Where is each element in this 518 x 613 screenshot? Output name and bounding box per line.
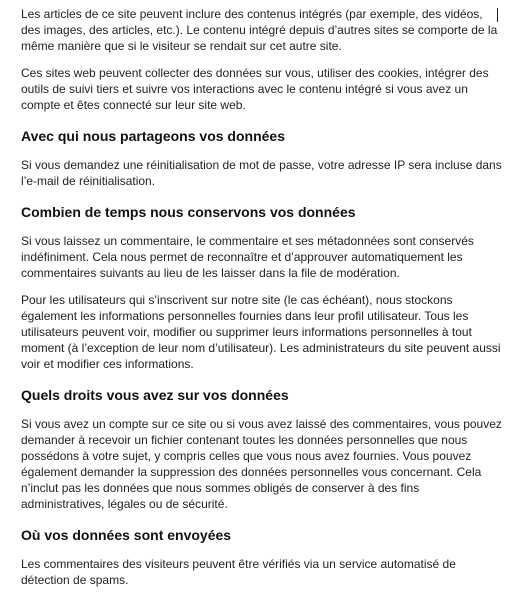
data-sent-heading: Où vos données sont envoyées: [21, 527, 232, 543]
rights-heading: Quels droits vous avez sur vos données: [21, 387, 289, 403]
retention-paragraph-1: Si vous laissez un commentaire, le commentaire et ses métadonnées sont conservés indéfiniment. Cela nous permet de reconnaître et d’approuver automatiquement les commentaires suivants au lieu de les laisser dans la file de modération.: [21, 234, 474, 280]
embedded-content-paragraph-1: Les articles de ce site peuvent inclure des contenus intégrés (par exemple, des vidéos, des images, des articles, etc.). Le contenu intégré depuis d’autres sites se comporte de la même manière que si le visiteur se rendait sur cet autre site.: [21, 7, 498, 53]
retention-heading: Combien de temps nous conservons vos données: [21, 204, 356, 220]
sharing-heading: Avec qui nous partageons vos données: [21, 128, 285, 144]
data-sent-paragraph: Les commentaires des visiteurs peuvent être vérifiés via un service automatisé de détection de spams.: [21, 557, 456, 587]
retention-paragraph-2: Pour les utilisateurs qui s’inscrivent sur notre site (le cas échéant), nous stockons également les informations personnelles fournies dans leur profil utilisateur. Tous les utilisateurs peuvent voir, modifier ou supprimer leurs informations personnelles à tout moment (à l’exception de leur nom d’utilisateur). Les administrateurs du site peuvent aussi voir et modifier ces informations.: [21, 293, 501, 371]
rights-paragraph: Si vous avez un compte sur ce site ou si vous avez laissé des commentaires, vous pouvez demander à recevoir un fichier contenant toutes les données personnelles que nous possédons à votre sujet, y compris celles que vous nous avez fournies. Vous pouvez également demander la suppression des données personnelles vous concernant. Cela n’inclut pas les données que nous sommes obligés de conserver à des fins administratives, légales ou de sécurité.: [21, 417, 502, 511]
sharing-paragraph: Si vous demandez une réinitialisation de mot de passe, votre adresse IP sera incluse dans l’e-mail de réinitialisation.: [21, 158, 502, 188]
embedded-content-paragraph-2: Ces sites web peuvent collecter des données sur vous, utiliser des cookies, intégrer des outils de suivi tiers et suivre vos interactions avec le contenu intégré si vous avez un compte et êtes connecté sur leur site web.: [21, 66, 489, 112]
text-cursor: [497, 8, 498, 22]
